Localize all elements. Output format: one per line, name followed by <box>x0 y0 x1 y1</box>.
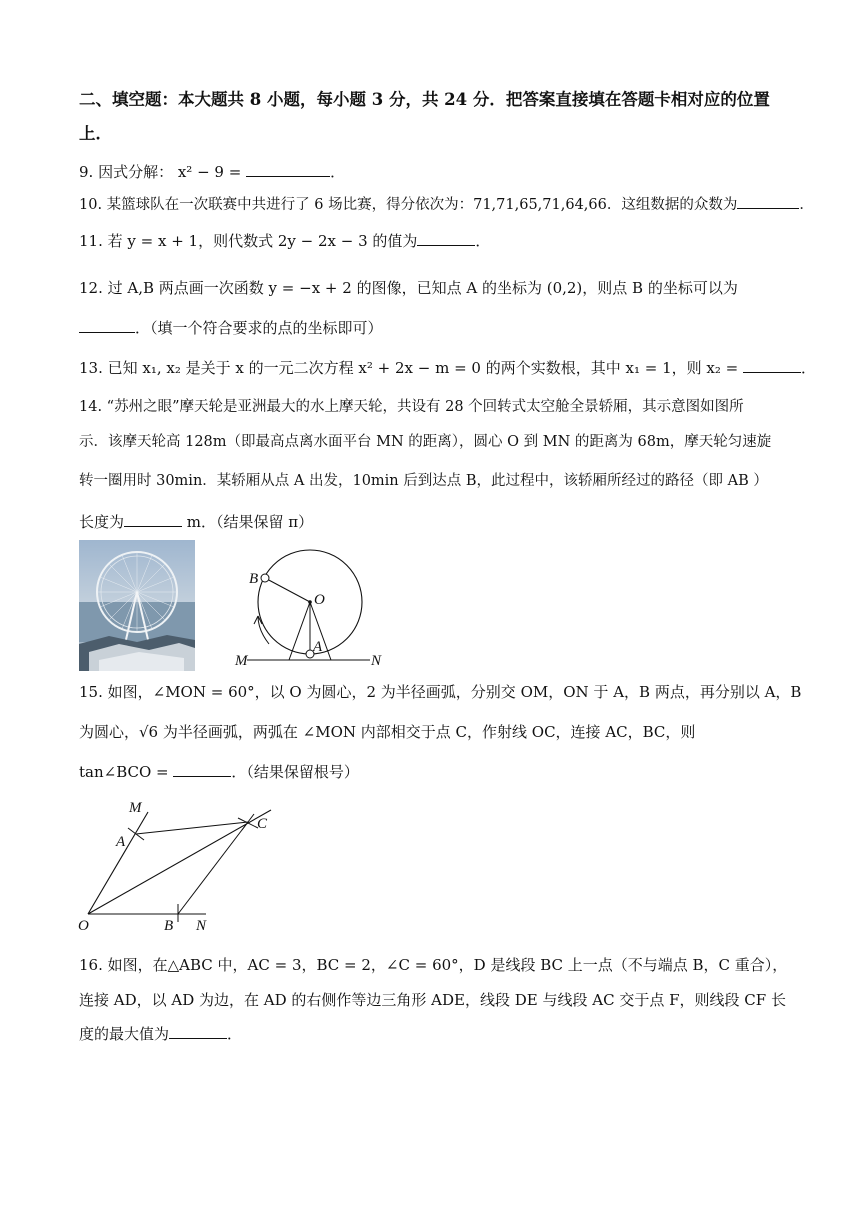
segment-bc <box>178 822 248 914</box>
ray-om <box>88 812 148 914</box>
question-15: 15. 如图，∠MON = 60°，以 O 为圆心，2 为半径画弧，分别交 OM，ON 于 A，B 两点，再分别以 A，B <box>79 683 802 701</box>
question-11 <box>79 231 490 251</box>
label-b: B <box>249 571 259 587</box>
question-12-cont <box>79 318 383 338</box>
label-m: M <box>235 653 248 669</box>
label-a: A <box>116 834 126 850</box>
question-15-line3 <box>79 762 359 782</box>
label-a: A <box>313 639 323 655</box>
ferris-wheel-diagram <box>225 540 395 675</box>
q10-end: ． <box>799 197 814 213</box>
section-header-cont: 上． <box>79 124 112 143</box>
q11-end: ． <box>475 232 491 250</box>
question-14-line4 <box>79 512 313 532</box>
answer-blank <box>743 358 801 373</box>
question-10 <box>79 194 814 215</box>
q11-text: 11. 若 y = x + 1，则代数式 2y − 2x − 3 的值为 <box>79 232 418 250</box>
answer-blank <box>417 231 475 246</box>
answer-blank <box>173 762 231 777</box>
answer-blank <box>169 1024 227 1039</box>
label-c: C <box>257 816 268 832</box>
question-12: 12. 过 A,B 两点画一次函数 y = −x + 2 的图像，已知点 A 的坐标为 (0,2)，则点 B 的坐标可以为 <box>79 279 738 297</box>
section-header: 二、填空题：本大题共 8 小题，每小题 3 分，共 24 分．把答案直接填在答题卡相对应的位置 <box>79 90 770 109</box>
q9-end: ． <box>330 163 346 181</box>
answer-blank <box>124 512 182 527</box>
question-14-line3: 转一圈用时 30min．某轿厢从点 A 出发，10min 后到达点 B，此过程中，该轿厢所经过的路径（即 AB ） <box>79 473 768 489</box>
label-o: O <box>78 918 89 934</box>
q13-end: ． <box>800 359 816 377</box>
q10-text: 10. 某篮球队在一次联赛中共进行了 6 场比赛，得分依次为：71,71,65,71,64,66．这组数据的众数为 <box>79 197 738 213</box>
label-b: B <box>164 918 174 934</box>
line-ob <box>265 578 310 602</box>
q16-line3-pre: 度的最大值为 <box>79 1025 170 1043</box>
question-16-line3 <box>79 1024 242 1044</box>
point-b <box>261 574 269 582</box>
label-m: M <box>129 800 142 816</box>
question-9 <box>79 162 345 182</box>
answer-blank <box>246 162 330 177</box>
question-16-line2: 连接 AD，以 AD 为边，在 AD 的右侧作等边三角形 ADE，线段 DE 与线段 AC 交于点 F，则线段 CF 长 <box>79 991 786 1009</box>
answer-blank <box>79 318 135 333</box>
label-n: N <box>371 653 382 669</box>
ray-oc <box>88 810 271 914</box>
question-13 <box>79 358 816 378</box>
question-14: 14. “苏州之眼”摩天轮是亚洲最大的水上摩天轮，共设有 28 个回转式太空舱全景轿厢，其示意图如图所 <box>79 399 744 415</box>
label-n: N <box>196 918 207 934</box>
q13-text: 13. 已知 x₁, x₂ 是关于 x 的一元二次方程 x² + 2x − m = 0 的两个实数根，其中 x₁ = 1，则 x₂ = <box>79 359 743 377</box>
ferris-wheel-photo <box>79 540 195 671</box>
question-14-line2: 示．该摩天轮高 128m（即最高点离水面平台 MN 的距离），圆心 O 到 MN 的距离为 68m，摩天轮匀速旋 <box>79 434 772 450</box>
arc-mark-a <box>128 828 144 840</box>
q16-line3-post: ． <box>227 1025 243 1043</box>
question-16: 16. 如图，在△ABC 中，AC = 3，BC = 2，∠C = 60°，D 是线段 BC 上一点（不与端点 B，C 重合）， <box>79 956 788 974</box>
label-o: O <box>314 592 325 608</box>
q15-line3-pre: tan∠BCO = <box>79 763 174 781</box>
q14-line4-post: m．（结果保留 π） <box>182 513 314 531</box>
angle-construction-diagram <box>76 798 276 936</box>
q14-line4-pre: 长度为 <box>79 513 125 531</box>
q9-text: 9. 因式分解： x² − 9 = <box>79 163 247 181</box>
question-15-line2: 为圆心，√6 为半径画弧，两弧在 ∠MON 内部相交于点 C，作射线 OC，连接 AC，BC，则 <box>79 723 696 741</box>
q15-line3-post: ．（结果保留根号） <box>231 763 359 781</box>
q12-line2: ．（填一个符合要求的点的坐标即可） <box>135 319 383 337</box>
answer-blank <box>737 194 799 209</box>
point-o <box>308 600 312 604</box>
